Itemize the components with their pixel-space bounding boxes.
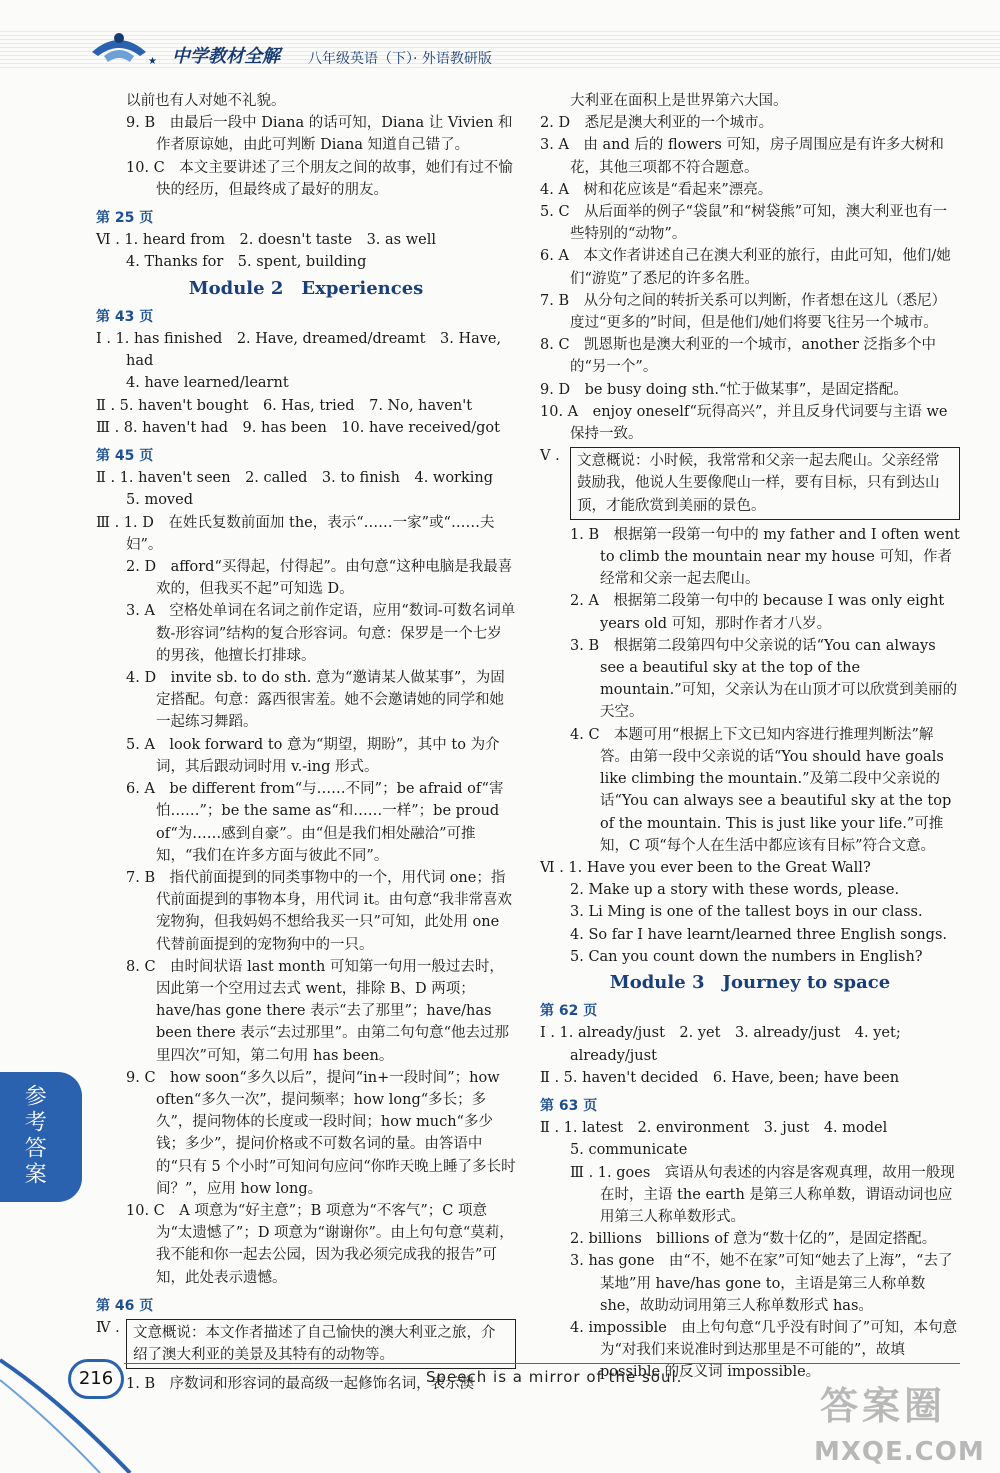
answer-line: 5. moved <box>126 492 193 509</box>
answer-line: 4. Thanks for 5. spent, building <box>126 254 367 271</box>
answer-line: 2. D afford“买得起，付得起”。由句意“这种电脑是我最喜欢的，但我买不起”可知选 D。 <box>126 559 513 598</box>
answer-line: Ⅱ . 5. haven't decided 6. Have, been; have been <box>540 1069 900 1086</box>
answer-line: Ⅱ . 1. latest 2. environment 3. just 4. model <box>540 1120 888 1137</box>
answer-line: 9. D be busy doing sth.“忙于做某事”，是固定搭配。 <box>540 381 908 398</box>
roman-numeral: Ⅳ . <box>96 1319 120 1336</box>
answer-line: 6. A be different from“与……不同”；be afraid of“害怕……”；be the same as“和……一样”；be proud of“为……感到自豪”。由“但是我们相处融洽”可推知，“我们在许多方面与彼此不同”。 <box>126 781 504 864</box>
answer-line: Ⅲ . 1. goes 宾语从句表述的内容是客观真理，故用一般现在时，主语 the earth 是第三人称单数，谓语动词也应用第三人称单数形式。 <box>570 1164 955 1225</box>
book-title: 中学教材全解 <box>172 46 280 67</box>
answer-key-tab <box>0 1072 82 1202</box>
page-label: 第 25 页 <box>96 210 154 227</box>
svg-text:★: ★ <box>148 56 157 67</box>
page-label: 第 43 页 <box>96 308 154 325</box>
answer-line: 以前也有人对她不礼貌。 <box>126 93 286 109</box>
footer-rule <box>124 1363 960 1364</box>
answer-line: 4. So far I have learnt/learned three English songs. <box>570 926 947 943</box>
answer-line: 5. Can you count down the numbers in English? <box>570 948 923 965</box>
answer-line: Ⅰ . 1. has finished 2. Have, dreamed/dreamt 3. Have, had <box>96 331 502 370</box>
answer-line: Ⅲ . 1. D 在姓氏复数前面加 the，表示“……一家”或“……夫妇”。 <box>96 514 495 553</box>
page-label: 第 46 页 <box>96 1297 154 1314</box>
answer-line: 4. impossible 由上句句意“几乎没有时间了”可知，本句意为“对我们来说准时到达那里是不可能的”，故填 possible 的反义词 impossible。 <box>570 1319 958 1381</box>
answer-line: 5. C 从后面举的例子“袋鼠”和“树袋熊”可知，澳大利亚也有一些特别的“动物”。 <box>540 204 948 243</box>
answer-line: 4. A 树和花应该是“看起来”漂亮。 <box>540 181 773 198</box>
answer-line: 10. C 本文主要讲述了三个朋友之间的故事，她们有过不愉快的经历，但最终成了最好的朋友。 <box>126 159 513 198</box>
module-heading: Module 3 Journey to space <box>609 971 891 993</box>
answer-line: Ⅵ . 1. heard from 2. doesn't taste 3. as well <box>96 232 436 249</box>
answer-line: 2. Make up a story with these words, please. <box>570 882 900 899</box>
answer-line: 7. B 指代前面提到的同类事物中的一个，用代词 one；指代前面提到的事物本身，用代词 it。由句意“我非常喜欢宠物狗，但我妈妈不想给我买一只”可知，此处用 one 代替前面提到的宠物狗中的一只。 <box>126 869 512 953</box>
answer-line: Ⅱ . 1. haven't seen 2. called 3. to finish 4. working <box>96 470 494 487</box>
answer-line: 8. C 由时间状语 last month 可知第一句用一般过去时，因此第一个空用过去式 went，排除 B、D 两项；have/has gone there 表示“去了那里”；have/has been there 表示“去过那里”。由第二句句意“他去过那里四次”可知，第二句用 has been。 <box>126 958 509 1064</box>
answer-line: 4. C 本题可用“根据上下文已知内容进行推理判断法”解答。由第一段中父亲说的话“You should have goals like climbing the mountain.”及第二段中父亲说的话“You can always see a beautiful sky at the top of the mountain. This is just like your life.”可推知，C 项“每个人在生活中都应该有目标”符合文意。 <box>570 726 952 854</box>
answer-line: 1. B 根据第一段第一句中的 my father and I often went to climb the mountain near my house 可知，作者经常和父亲一起去爬山。 <box>570 526 960 588</box>
answer-line: 1. B 序数词和形容词的最高级一起修饰名词，表示澳 <box>126 1376 475 1393</box>
right-column <box>540 90 960 1384</box>
module-heading: Module 2 Experiences <box>188 277 424 299</box>
answer-line: 9. B 由最后一段中 Diana 的话可知，Diana 让 Vivien 和作者原谅她，由此可判断 Diana 知道自己错了。 <box>126 115 513 154</box>
book-logo-icon <box>84 22 157 67</box>
answer-line: 5. communicate <box>570 1142 688 1159</box>
answer-line: 2. A 根据第二段第一句中的 because I was only eight years old 可知，那时作者才八岁。 <box>570 593 945 632</box>
answer-line: 9. C how soon“多久以后”，提问“in+一段时间”；how often“多久一次”，提问频率；how long“多长；多久”，提问物体的长度或一段时间；how much“多少钱；多少”，提问价格或不可数名词的量。由答语中的“只有 5 个小时”可知问句应问“你昨天晚上睡了多长时间？”，应用 how long。 <box>126 1069 516 1197</box>
answer-line: 3. B 根据第二段第四句中父亲说的话“You can always see a beautiful sky at the top of the mountain.”可知，父亲认为在山顶才可以欣赏到美丽的天空。 <box>570 637 958 721</box>
answer-line: 10. C A 项意为“好主意”；B 项意为“不客气”；C 项意为“太遗憾了”；D 项意为“谢谢你”。由上句句意“莫莉，我不能和你一起去公园，因为我必须完成我的报告”可知，此处表示遗憾。 <box>126 1202 514 1286</box>
answer-line: 5. A look forward to 意为“期望，期盼”，其中 to 为介词，其后跟动词时用 v.-ing 形式。 <box>126 736 500 775</box>
watermark-text: 答案圈 <box>820 1384 947 1428</box>
summary-box: 文意概说：小时候，我常常和父亲一起去爬山。父亲经常鼓励我，他说人生要像爬山一样，要有目标，只有到达山顶，才能欣赏到美丽的景色。 <box>570 447 960 520</box>
answer-line: Ⅱ . 5. haven't bought 6. Has, tried 7. No, haven't <box>96 397 473 414</box>
watermark-url: MXQE.COM <box>814 1437 985 1467</box>
answer-line: Ⅵ . 1. Have you ever been to the Great Wall? <box>540 859 871 876</box>
answer-line: 3. has gone 由“不，她不在家”可知“她去了上海”，“去了某地”用 have/has gone to，主语是第三人称单数 she，故助动词用第三人称单数形式 has。 <box>570 1253 953 1314</box>
answer-line: 3. Li Ming is one of the tallest boys in our class. <box>570 904 923 921</box>
answer-line: 2. D 悉尼是澳大利亚的一个城市。 <box>540 115 774 132</box>
answer-line: 4. have learned/learnt <box>126 375 289 392</box>
page-number: 216 <box>68 1359 124 1399</box>
answer-line: 3. A 空格处单词在名词之前作定语，应用“数词-可数名词单数-形容词”结构的复合形容词。句意：保罗是一个七岁的男孩，他擅长打排球。 <box>126 603 516 664</box>
watermark <box>800 1384 995 1470</box>
answer-line: 3. A 由 and 后的 flowers 可知，房子周围应是有许多大树和花，其他三项都不符合题意。 <box>540 137 944 176</box>
summary-box: 文意概说：本文作者描述了自己愉快的澳大利亚之旅，介绍了澳大利亚的美景及其特有的动物等。 <box>126 1319 516 1369</box>
answer-line: Ⅰ . 1. already/just 2. yet 3. already/just 4. yet; already/just <box>540 1025 901 1064</box>
page-label: 第 45 页 <box>96 448 154 465</box>
answer-line: 8. C 凯恩斯也是澳大利亚的一个城市，another 泛指多个中的“另一个”。 <box>540 337 937 376</box>
answer-line: Ⅲ . 8. haven't had 9. has been 10. have received/got <box>96 419 500 436</box>
answer-line: 6. A 本文作者讲述自己在澳大利亚的旅行，由此可知，他们/她们“游览”了悉尼的许多名胜。 <box>540 248 951 287</box>
answer-line: 2. billions billions of 意为“数十亿的”，是固定搭配。 <box>570 1231 937 1248</box>
answer-line: 10. A enjoy oneself“玩得高兴”，并且反身代词要与主语 we 保持一致。 <box>540 403 948 443</box>
summary-row <box>540 445 960 524</box>
page-label: 第 62 页 <box>540 1003 598 1020</box>
book-subtitle: 八年级英语（下）· 外语教研版 <box>308 51 492 67</box>
answer-line: 7. B 从分句之间的转折关系可以判断，作者想在这儿（悉尼）度过“更多的”时间，但是他们/她们将要飞往另一个城市。 <box>540 292 947 332</box>
answer-key-tab-label: 参考答案 <box>21 1084 47 1188</box>
page-label: 第 63 页 <box>540 1097 598 1114</box>
answer-line: 4. D invite sb. to do sth. 意为“邀请某人做某事”，为固定搭配。句意：露西很害羞。她不会邀请她的同学和她一起练习舞蹈。 <box>126 670 505 731</box>
footer-quote: Speech is a mirror of the soul. <box>426 1368 683 1386</box>
left-column <box>96 90 516 1396</box>
page-header <box>0 0 1000 72</box>
roman-numeral: Ⅴ . <box>540 448 560 465</box>
answer-line: 大利亚在面积上是世界第六大国。 <box>570 93 788 109</box>
